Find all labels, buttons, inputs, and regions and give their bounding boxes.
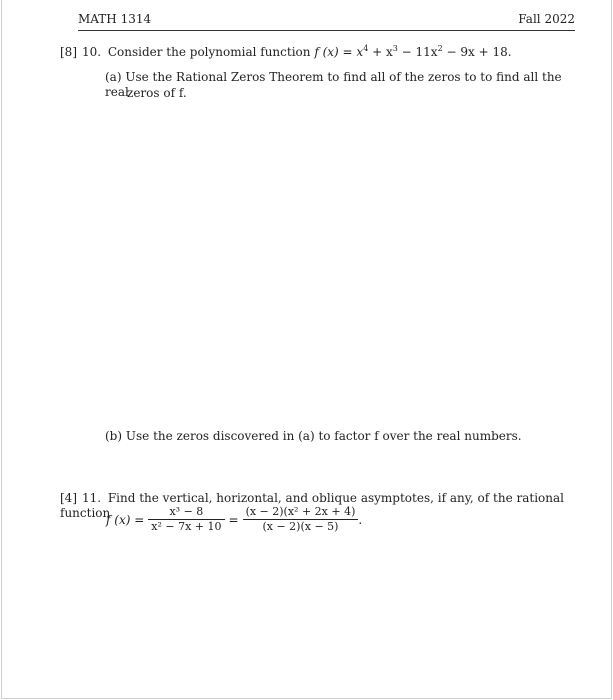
q11-equation bbox=[102, 506, 366, 533]
q11-text: Find the vertical, horizontal, and oblique asymptotes, if any, of the rational function bbox=[60, 491, 564, 520]
q10-function: f $(x) = x^4 + x^3 - 11x^2 - 9x + 18$. bbox=[314, 44, 512, 59]
q10-intro: Consider the polynomial function bbox=[107, 45, 311, 59]
q11-points: [4] bbox=[60, 491, 77, 505]
q11-func-lhs: f (x) = bbox=[106, 512, 145, 527]
q11-equals: = bbox=[228, 512, 239, 527]
q10-part-a-line1: Use the Rational Zeros Theorem to find all of the zeros to to find all the real bbox=[105, 70, 562, 99]
term-label: Fall 2022 bbox=[518, 12, 575, 26]
q10-part-b-label: (b) bbox=[105, 429, 123, 443]
q11-fraction-2: $\frac{\text{(x − 2)(x² + 2x + 4)}}{(x - 2)(x - 5)}$ bbox=[243, 506, 359, 533]
page-header bbox=[78, 12, 575, 31]
course-label: MATH 1314 bbox=[78, 12, 152, 26]
q11-fraction-1: $\frac{\text{x³ − 8}}{\text{x² − 7x + 10}}$ bbox=[148, 506, 224, 533]
q10-part-b bbox=[105, 429, 522, 444]
q10-number: 10. bbox=[82, 45, 102, 59]
q10-part-a-cont bbox=[127, 86, 187, 101]
q10-part-b-text: Use the zeros discovered in (a) to factor f over the real numbers. bbox=[125, 429, 522, 443]
question-10 bbox=[60, 45, 512, 60]
q10-points: [8] bbox=[60, 45, 77, 59]
q10-part-a-label: (a) bbox=[105, 70, 122, 84]
q10-part-a-line2: zeros of f. bbox=[127, 86, 187, 100]
page-border bbox=[1, 0, 612, 699]
q11-end-punct: . bbox=[358, 512, 363, 527]
q11-number: 11. bbox=[82, 491, 102, 505]
